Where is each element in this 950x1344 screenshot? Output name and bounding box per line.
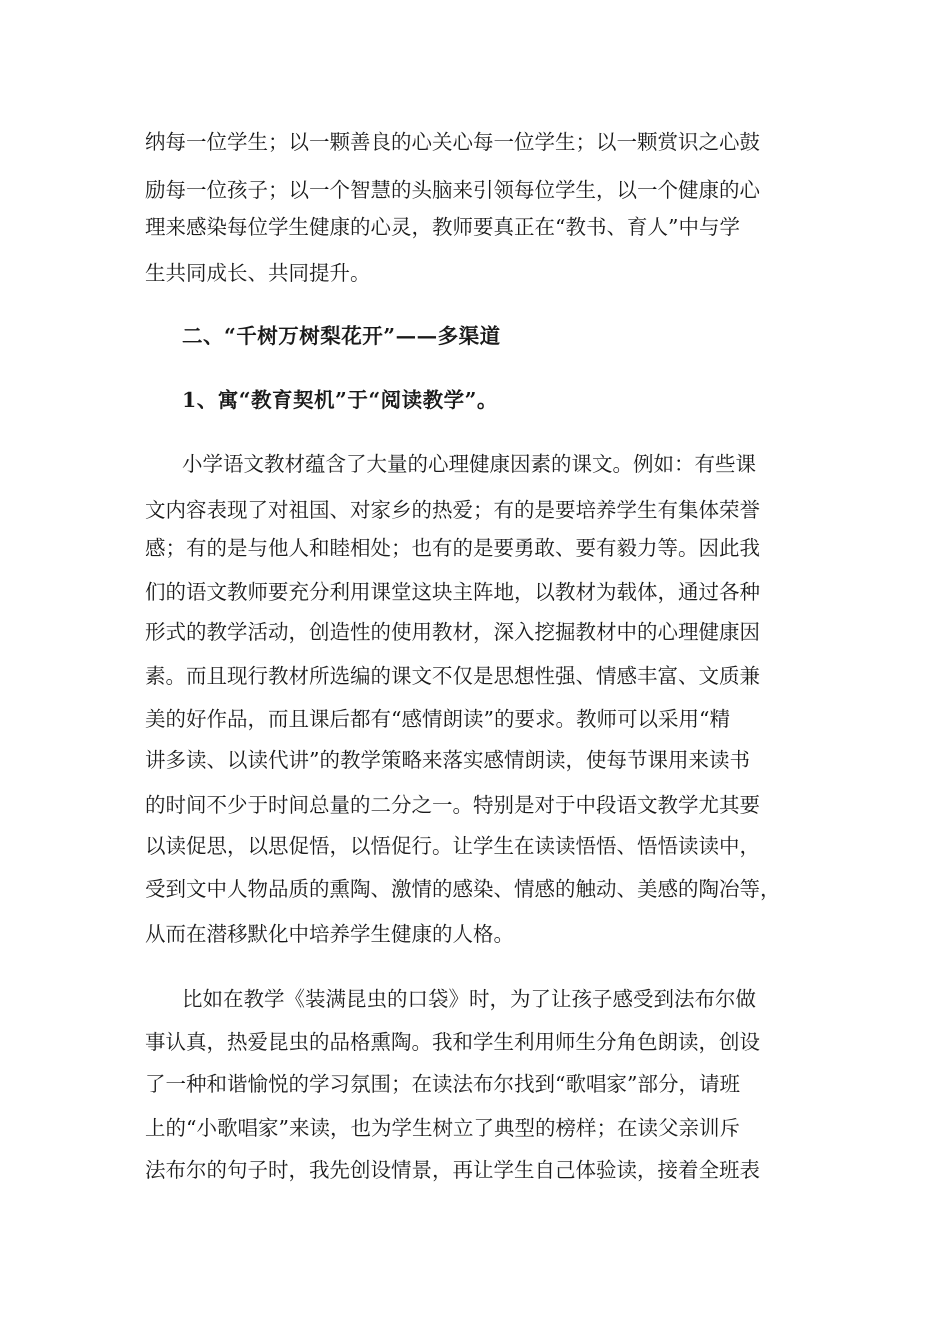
paragraph-3-line-1: 比如在教学《装满昆虫的口袋》时，为了让孩子感受到法布尔做 bbox=[182, 987, 756, 1011]
paragraph-2-line-9: 的时间不少于时间总量的二分之一。特别是对于中段语文教学尤其要 bbox=[145, 793, 760, 817]
paragraph-2-line-11: 受到文中人物品质的熏陶、激情的感染、情感的触动、美感的陶冶等， bbox=[145, 877, 781, 901]
paragraph-1-line-2: 励每一位孩子；以一个智慧的头脑来引领每位学生，以一个健康的心 bbox=[145, 178, 760, 202]
section-heading: 二、“千树万树梨花开”——多渠道 bbox=[182, 324, 501, 348]
subsection-heading: 1、寓“教育契机”于“阅读教学”。 bbox=[182, 388, 498, 412]
paragraph-2-line-3: 感；有的是与他人和睦相处；也有的是要勇敢、要有毅力等。因此我 bbox=[145, 536, 760, 560]
paragraph-2-line-8: 讲多读、以读代讲”的教学策略来落实感情朗读，使每节课用来读书 bbox=[145, 748, 750, 772]
paragraph-3-line-5: 法布尔的句子时，我先创设情景，再让学生自己体验读，接着全班表 bbox=[145, 1158, 760, 1182]
paragraph-2-line-6: 素。而且现行教材所选编的课文不仅是思想性强、情感丰富、文质兼 bbox=[145, 664, 760, 688]
paragraph-1-line-4: 生共同成长、共同提升。 bbox=[145, 261, 371, 285]
paragraph-2-line-12: 从而在潜移默化中培养学生健康的人格。 bbox=[145, 922, 514, 946]
paragraph-3-line-4: 上的“小歌唱家”来读，也为学生树立了典型的榜样；在读父亲训斥 bbox=[145, 1116, 740, 1140]
paragraph-2-line-7: 美的好作品，而且课后都有“感情朗读”的要求。教师可以采用“精 bbox=[145, 707, 730, 731]
paragraph-3-line-3: 了一种和谐愉悦的学习氛围；在读法布尔找到“歌唱家”部分，请班 bbox=[145, 1072, 740, 1096]
paragraph-2-line-1: 小学语文教材蕴含了大量的心理健康因素的课文。例如：有些课 bbox=[182, 452, 756, 476]
paragraph-2-line-5: 形式的教学活动，创造性的使用教材，深入挖掘教材中的心理健康因 bbox=[145, 620, 760, 644]
paragraph-2-line-4: 们的语文教师要充分利用课堂这块主阵地，以教材为载体，通过各种 bbox=[145, 580, 760, 604]
paragraph-1-line-3: 理来感染每位学生健康的心灵，教师要真正在“教书、育人”中与学 bbox=[145, 215, 740, 239]
paragraph-3-line-2: 事认真，热爱昆虫的品格熏陶。我和学生利用师生分角色朗读，创设 bbox=[145, 1030, 760, 1054]
paragraph-1-line-1: 纳每一位学生；以一颗善良的心关心每一位学生；以一颗赏识之心鼓 bbox=[145, 130, 760, 154]
paragraph-2-line-2: 文内容表现了对祖国、对家乡的热爱；有的是要培养学生有集体荣誉 bbox=[145, 498, 760, 522]
paragraph-2-line-10: 以读促思，以思促悟，以悟促行。让学生在读读悟悟、悟悟读读中， bbox=[145, 834, 760, 858]
